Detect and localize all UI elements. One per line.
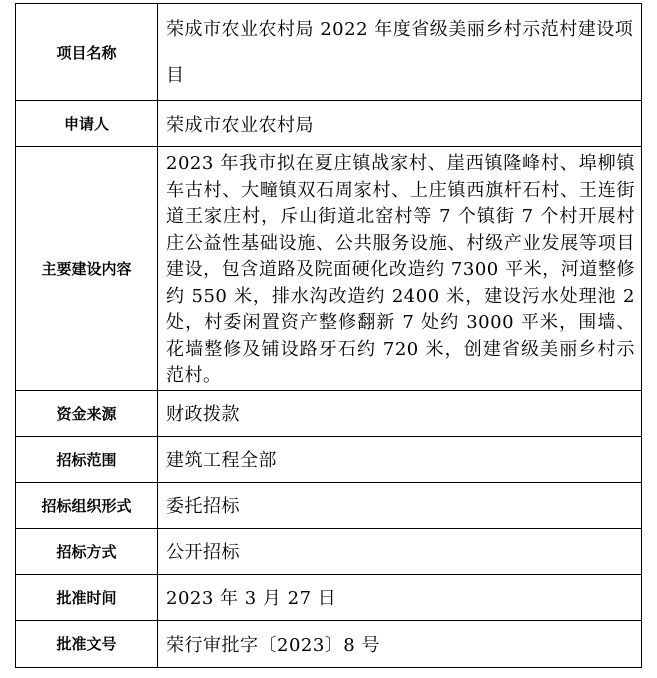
- table-row-bid-scope: [16, 436, 642, 482]
- table-row-applicant: [16, 101, 642, 147]
- approval-number-label: 批准文号: [16, 620, 158, 667]
- project-name-label: 项目名称: [16, 4, 158, 101]
- table-row-bid-method: [16, 528, 642, 574]
- applicant-label: 申请人: [16, 101, 158, 147]
- main-content-text: 2023 年我市拟在夏庄镇战家村、崖西镇隆峰村、埠柳镇车古村、大疃镇双石周家村、上庄镇西旗杆石村、王连街道王家庄村，斥山街道北窑村等 7 个镇街 7 个村开展村庄公益性基础设施、公共服务设施、村级产业发展等项目建设，包含道路及院面硬化改造约 7300 平米，河道整修约 550 米，排水沟改造约 2400 米，建设污水处理池 2 处，村委闲置资产整修翻新 7 处约 3000 平米，围墙、花墙整修及铺设路牙石约 720 米，创建省级美丽乡村示范村。: [166, 153, 635, 386]
- project-info-table: [15, 3, 642, 668]
- approval-date-label: 批准时间: [16, 574, 158, 620]
- project-name-value: [158, 4, 642, 101]
- table-row-funding-source: [16, 390, 642, 436]
- table-row-main-content: [16, 147, 642, 391]
- bid-method-label: 招标方式: [16, 528, 158, 574]
- table-row-approval-date: [16, 574, 642, 620]
- table-row-approval-number: [16, 620, 642, 667]
- funding-source-label: 资金来源: [16, 390, 158, 436]
- applicant-value: 荣成市农业农村局: [158, 101, 642, 147]
- table-row-bid-organization: [16, 482, 642, 528]
- bid-organization-value: 委托招标: [158, 482, 642, 528]
- project-name-text: 荣成市农业农村局 2022 年度省级美丽乡村示范村建设项目: [166, 19, 634, 86]
- bid-scope-value: 建筑工程全部: [158, 436, 642, 482]
- main-content-value: [158, 147, 642, 391]
- bid-scope-label: 招标范围: [16, 436, 158, 482]
- bid-method-value: 公开招标: [158, 528, 642, 574]
- bid-organization-label: 招标组织形式: [16, 482, 158, 528]
- approval-number-value: 荣行审批字〔2023〕8 号: [158, 620, 642, 667]
- funding-source-value: 财政拨款: [158, 390, 642, 436]
- main-content-label: 主要建设内容: [16, 147, 158, 391]
- approval-date-value: 2023 年 3 月 27 日: [158, 574, 642, 620]
- table-row-project-name: [16, 4, 642, 101]
